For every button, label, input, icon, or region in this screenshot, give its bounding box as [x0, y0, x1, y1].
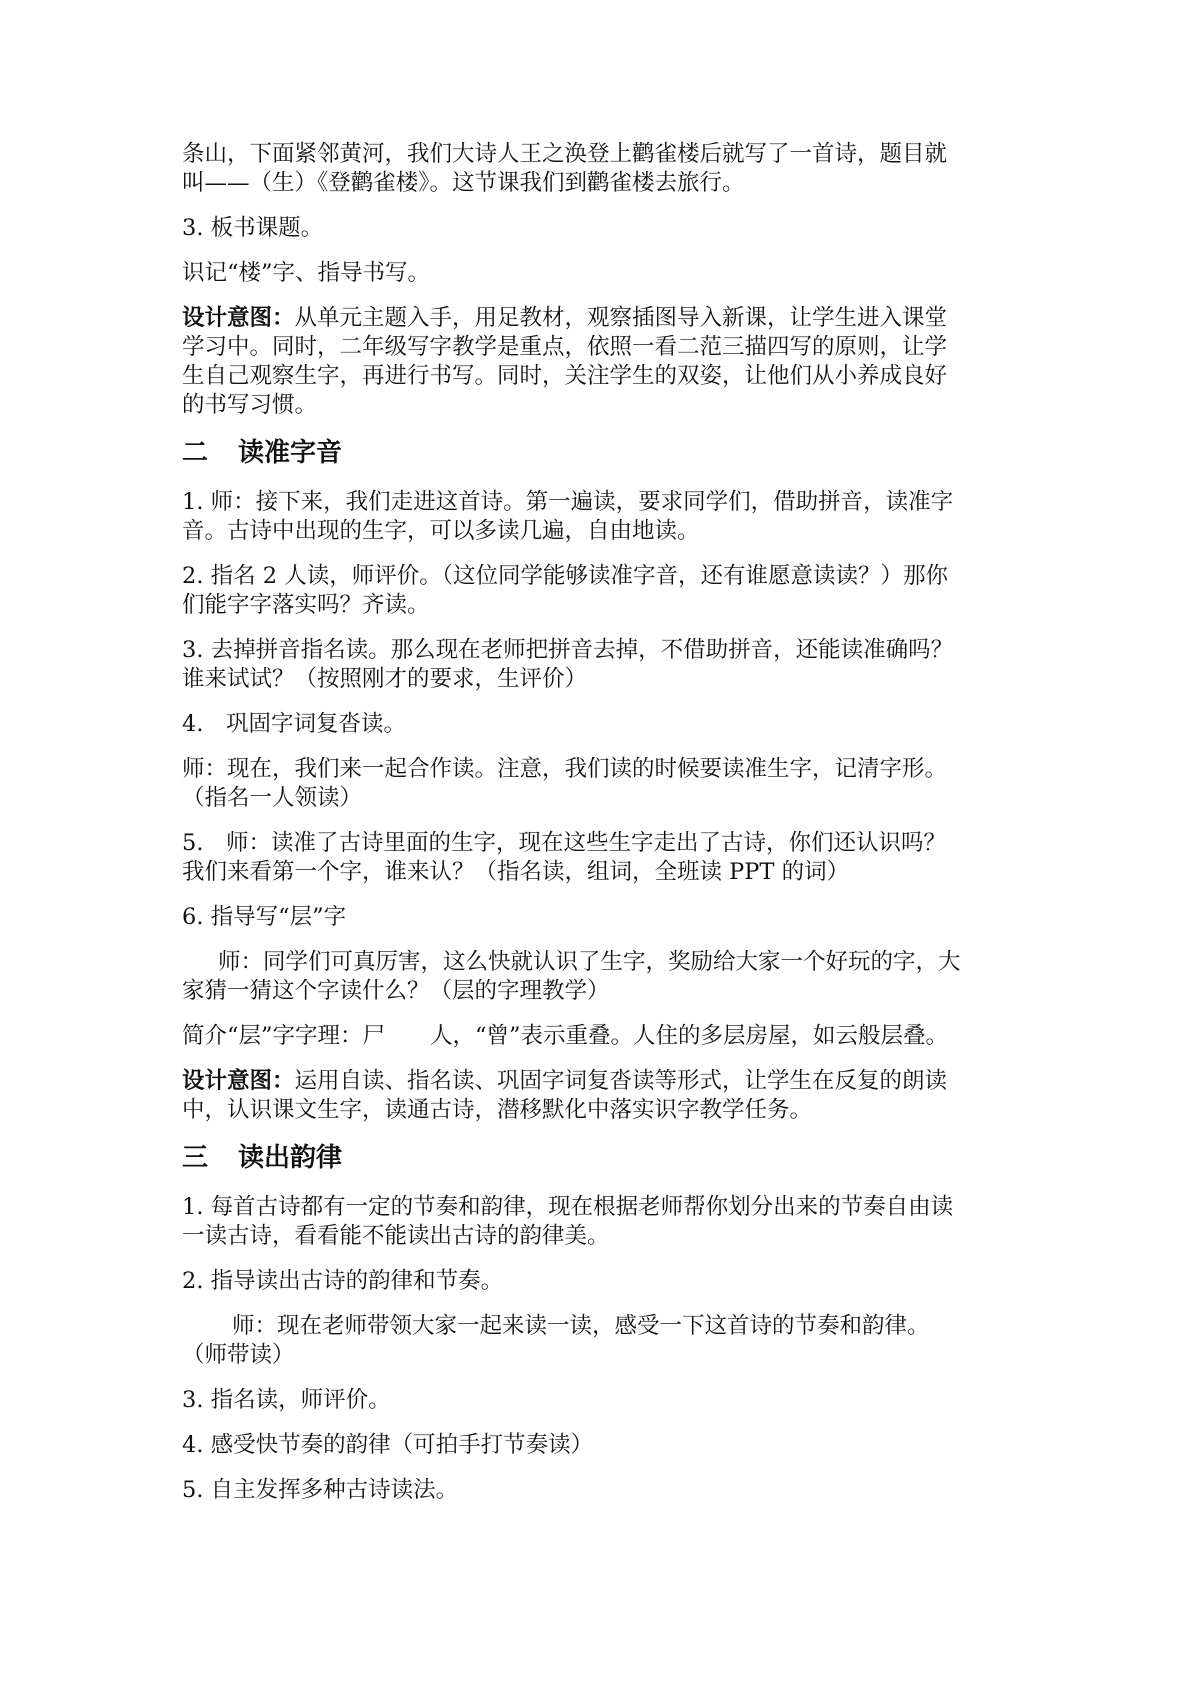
list-item	[182, 1193, 1082, 1251]
text-line: 音。古诗中出现的生字，可以多读几遍，自由地读。	[182, 518, 700, 544]
section-heading-3	[182, 1141, 1082, 1175]
text-line: 2. 指导读出古诗的韵律和节奏。	[182, 1268, 504, 1294]
text-line: 4. 感受快节奏的韵律（可拍手打节奏读）	[182, 1432, 594, 1458]
text-line: 简介“层”字字理：尸 人，“曾”表示重叠。人住的多层房屋，如云般层叠。	[182, 1023, 949, 1049]
design-intent-2	[182, 1067, 1082, 1125]
design-intent-1	[182, 304, 1082, 420]
text-line: （指名一人领读）	[182, 785, 363, 811]
text-line: 5. 师：读准了古诗里面的生字，现在这些生字走出了古诗，你们还认识吗？	[182, 830, 946, 856]
design-intent-label: 设计意图：	[182, 1068, 295, 1094]
text-line: 师：同学们可真厉害，这么快就认识了生字，奖励给大家一个好玩的字，大	[218, 949, 961, 975]
list-item	[182, 710, 1082, 739]
list-item	[182, 636, 1082, 694]
section-title: 读准字音	[238, 438, 343, 468]
board-title-item	[182, 214, 1082, 243]
section-number: 三	[182, 1143, 209, 1173]
text-line: 条山，下面紧邻黄河，我们大诗人王之涣登上鹳雀楼后就写了一首诗，题目就	[182, 141, 948, 167]
text-line: 6. 指导写“层”字	[182, 904, 347, 930]
text-line: （师带读）	[182, 1342, 295, 1368]
character-guide-item	[182, 259, 1082, 288]
text-line: 们能字字落实吗？齐读。	[182, 592, 430, 618]
list-item	[182, 1476, 1082, 1505]
text-line: 叫——（生）《登鹳雀楼》。这节课我们到鹳雀楼去旅行。	[182, 170, 745, 196]
list-item	[182, 829, 1082, 887]
intro-paragraph	[182, 140, 1082, 198]
text-span: 从单元主题入手，用足教材，观察插图导入新课，让学生进入课堂	[294, 305, 948, 331]
text-line: 学习中。同时，二年级写字教学是重点，依照一看二范三描四写的原则，让学	[182, 334, 948, 360]
list-item	[182, 903, 1082, 932]
text-line: 4. 巩固字词复沓读。	[182, 711, 406, 737]
text-line: 生自己观察生字，再进行书写。同时，关注学生的双姿，让他们从小养成良好	[182, 363, 948, 389]
list-item	[182, 488, 1082, 546]
list-item	[182, 1312, 1082, 1370]
text-line: 3. 去掉拼音指名读。那么现在老师把拼音去掉，不借助拼音，还能读准确吗？	[182, 637, 954, 663]
text-line: 识记“楼”字、指导书写。	[182, 260, 431, 286]
text-span: 运用自读、指名读、巩固字词复沓读等形式，让学生在反复的朗读	[294, 1068, 948, 1094]
text-line: 2. 指名 2 人读，师评价。（这位同学能够读准字音，还有谁愿意读读？）那你	[182, 563, 948, 589]
list-item	[182, 562, 1082, 620]
text-line	[182, 304, 1082, 333]
list-item	[182, 1386, 1082, 1415]
text-line: 1. 每首古诗都有一定的节奏和韵律，现在根据老师帮你划分出来的节奏自由读	[182, 1194, 954, 1220]
text-line: 谁来试试？（按照刚才的要求，生评价）	[182, 666, 588, 692]
list-item	[182, 1267, 1082, 1296]
text-line: 一读古诗，看看能不能读出古诗的韵律美。	[182, 1223, 610, 1249]
text-line: 的书写习惯。	[182, 392, 318, 418]
list-item	[182, 1022, 1082, 1051]
text-line: 我们来看第一个字，谁来认？（指名读，组词，全班读 PPT 的词）	[182, 859, 850, 885]
list-item	[182, 948, 1082, 1006]
document-page	[182, 140, 1082, 1521]
list-item	[182, 755, 1082, 813]
section-number: 二	[182, 438, 209, 468]
text-line: 1. 师：接下来，我们走进这首诗。第一遍读，要求同学们，借助拼音，读准字	[182, 489, 954, 515]
text-line: 中，认识课文生字，读通古诗，潜移默化中落实识字教学任务。	[182, 1097, 813, 1123]
text-line: 师：现在，我们来一起合作读。注意，我们读的时候要读准生字，记清字形。	[182, 756, 948, 782]
design-intent-label: 设计意图：	[182, 305, 295, 331]
list-item	[182, 1431, 1082, 1460]
text-line: 家猜一猜这个字读什么？（层的字理教学）	[182, 978, 610, 1004]
text-line: 师：现在老师带领大家一起来读一读，感受一下这首诗的节奏和韵律。	[232, 1313, 930, 1339]
text-line: 3. 指名读，师评价。	[182, 1387, 391, 1413]
text-line: 5. 自主发挥多种古诗读法。	[182, 1477, 459, 1503]
section-title: 读出韵律	[238, 1143, 343, 1173]
text-line: 3. 板书课题。	[182, 215, 324, 241]
text-line	[182, 1067, 1082, 1096]
section-heading-2	[182, 436, 1082, 470]
